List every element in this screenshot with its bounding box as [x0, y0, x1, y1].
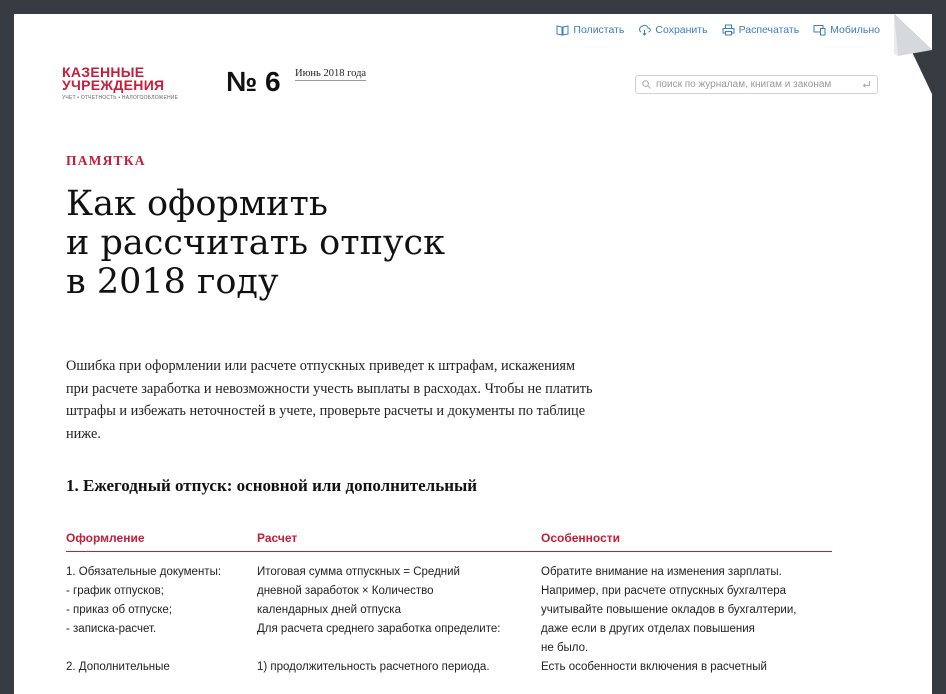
cell-line: дневной заработок × Количество: [257, 585, 434, 597]
article-title: [66, 185, 586, 302]
cell-line: Обратите внимание на изменения зарплаты.: [541, 566, 782, 578]
logo-tagline: УЧЕТ • ОТЧЕТНОСТЬ • НАЛОГООБЛОЖЕНИЕ: [62, 94, 179, 101]
logo-line-2: УЧРЕЖДЕНИЯ: [62, 77, 165, 94]
browse-button[interactable]: [556, 24, 624, 36]
cell-line: даже если в других отделах повышения: [541, 623, 755, 635]
column-header-registration: Оформление: [66, 531, 145, 545]
mobile-label: Мобильно: [830, 24, 880, 36]
toolbar: [556, 24, 880, 36]
cell-line: Например, при расчете отпускных бухгалтера: [541, 585, 787, 597]
devices-icon: [813, 24, 826, 36]
section-heading: 1. Ежегодный отпуск: основной или дополнительный: [66, 476, 478, 495]
cell-line: - график отпусков;: [66, 585, 164, 597]
book-icon: [556, 24, 569, 36]
lead-line: Ошибка при оформлении или расчете отпускных приведет к штрафам, искажениям: [66, 358, 576, 374]
cell-line: учитывайте повышение окладов в бухгалтерии,: [541, 604, 797, 616]
title-line: в 2018 году: [66, 262, 279, 302]
article-lead: [66, 355, 666, 445]
enter-icon[interactable]: [862, 80, 871, 89]
cell-line: 1) продолжительность расчетного периода.: [257, 661, 490, 673]
article-kicker: ПАМЯТКА: [66, 153, 146, 168]
cell-line: - записка-расчет.: [66, 623, 157, 635]
issue-date-link[interactable]: Июнь 2018 года: [295, 68, 367, 79]
print-label: Распечатать: [738, 24, 800, 36]
save-label: Сохранить: [655, 24, 708, 36]
cell-line: Для расчета среднего заработка определите:: [257, 623, 501, 635]
cell-line: Итоговая сумма отпускных = Средний: [257, 566, 460, 578]
printer-icon: [722, 24, 735, 36]
mobile-button[interactable]: [813, 24, 880, 36]
print-button[interactable]: [722, 24, 800, 36]
table-header: [66, 529, 832, 552]
browse-label: Полистать: [573, 24, 625, 36]
table-cell-registration: [66, 563, 221, 677]
search-icon: [642, 80, 651, 89]
cell-line: 1. Обязательные документы:: [66, 566, 222, 578]
cell-line: не было.: [541, 642, 589, 654]
lead-line: при расчете заработка и невозможности учесть выплаты в расходах. Чтобы не платить: [66, 380, 593, 397]
cell-line: [257, 639, 500, 658]
logo-line-1: КАЗЕННЫЕ: [62, 64, 145, 80]
cell-line: 2. Дополнительные: [66, 661, 170, 673]
cell-line: Есть особенности включения в расчетный: [541, 661, 767, 673]
cell-line: - приказ об отпуске;: [66, 604, 173, 616]
search-input[interactable]: поиск по журналам, книгам и законам: [656, 79, 832, 90]
search-box[interactable]: [635, 75, 878, 94]
title-line: Как оформить: [66, 184, 328, 224]
table-cell-features: [541, 563, 796, 677]
page-curl-corner: [894, 14, 932, 94]
cloud-download-icon: [638, 24, 651, 36]
title-line: и рассчитать отпуск: [66, 223, 446, 263]
lead-line: штрафы и избежать неточностей в учете, проверьте расчеты и документы по таблице: [66, 403, 586, 419]
column-header-features: Особенности: [541, 531, 621, 545]
issue-number: № 6: [226, 66, 281, 97]
table-cell-calculation: [257, 563, 500, 677]
save-button[interactable]: [638, 24, 707, 36]
cell-line: календарных дней отпуска: [257, 604, 401, 616]
magazine-logo[interactable]: [62, 66, 182, 100]
column-header-calculation: Расчет: [257, 531, 298, 545]
lead-line: ниже.: [66, 425, 101, 442]
document-page: [14, 14, 932, 694]
cell-line: [66, 639, 221, 658]
